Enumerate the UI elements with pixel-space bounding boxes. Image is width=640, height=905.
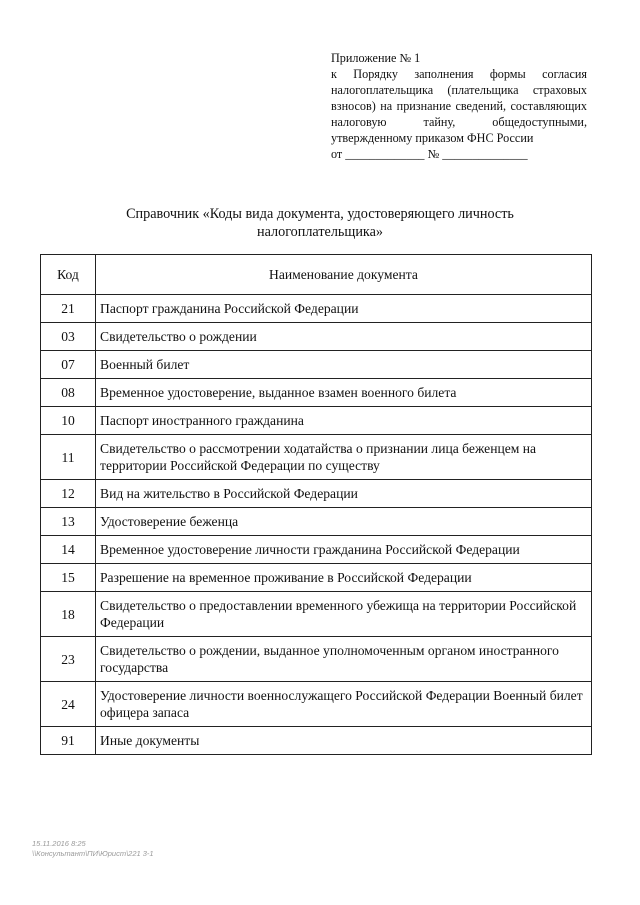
table-row [41, 295, 592, 323]
stamp-line2: \\Консультант\ПИ\Юрист\221 3-1 [32, 849, 154, 858]
row-code: 15 [41, 564, 96, 592]
document-title-line1: Справочник «Коды вида документа, удостоверяющего личность [126, 206, 514, 222]
table-row [41, 323, 592, 351]
appendix-body: к Порядку заполнения формы согласия налогоплательщика (плательщика страховых взносов) на признание сведений, составляющих налоговую тайну, общедоступными, утвержденному приказом ФНС России [331, 67, 587, 145]
row-code: 18 [41, 592, 96, 637]
row-name: Удостоверение беженца [96, 508, 592, 536]
row-code: 07 [41, 351, 96, 379]
table-row [41, 564, 592, 592]
document-title [60, 205, 580, 241]
table-row [41, 379, 592, 407]
row-name: Свидетельство о рождении, выданное уполномоченным органом иностранного государства [96, 637, 592, 682]
row-name: Временное удостоверение, выданное взамен военного билета [96, 379, 592, 407]
row-name: Вид на жительство в Российской Федерации [96, 480, 592, 508]
codes-table [40, 254, 592, 755]
table-row [41, 480, 592, 508]
table-row [41, 351, 592, 379]
row-code: 03 [41, 323, 96, 351]
table-header-row [41, 255, 592, 295]
row-name: Разрешение на временное проживание в Российской Федерации [96, 564, 592, 592]
row-code: 12 [41, 480, 96, 508]
row-code: 14 [41, 536, 96, 564]
header-name: Наименование документа [96, 255, 592, 295]
stamp-line1: 15.11.2016 8:25 [32, 839, 86, 848]
row-code: 10 [41, 407, 96, 435]
row-code: 91 [41, 727, 96, 755]
row-code: 08 [41, 379, 96, 407]
row-code: 13 [41, 508, 96, 536]
print-stamp [32, 839, 154, 859]
document-title-line2: налогоплательщика» [257, 224, 383, 240]
row-code: 23 [41, 637, 96, 682]
appendix-block [331, 50, 587, 162]
row-name: Паспорт гражданина Российской Федерации [96, 295, 592, 323]
row-code: 24 [41, 682, 96, 727]
table-row [41, 435, 592, 480]
row-name: Временное удостоверение личности гражданина Российской Федерации [96, 536, 592, 564]
row-name: Свидетельство о рождении [96, 323, 592, 351]
table-row [41, 407, 592, 435]
row-name: Свидетельство о рассмотрении ходатайства о признании лица беженцем на территории Российской Федерации по существу [96, 435, 592, 480]
row-name: Иные документы [96, 727, 592, 755]
row-code: 21 [41, 295, 96, 323]
table-row [41, 637, 592, 682]
table-row [41, 727, 592, 755]
header-code: Код [41, 255, 96, 295]
row-name: Свидетельство о предоставлении временного убежища на территории Российской Федерации [96, 592, 592, 637]
table-row [41, 682, 592, 727]
table-row [41, 508, 592, 536]
row-name: Военный билет [96, 351, 592, 379]
appendix-title: Приложение № 1 [331, 51, 421, 65]
row-name: Удостоверение личности военнослужащего Российской Федерации Военный билет офицера запаса [96, 682, 592, 727]
table-row [41, 536, 592, 564]
appendix-date-line: от _____________ № ______________ [331, 147, 528, 161]
row-name: Паспорт иностранного гражданина [96, 407, 592, 435]
table-row [41, 592, 592, 637]
row-code: 11 [41, 435, 96, 480]
